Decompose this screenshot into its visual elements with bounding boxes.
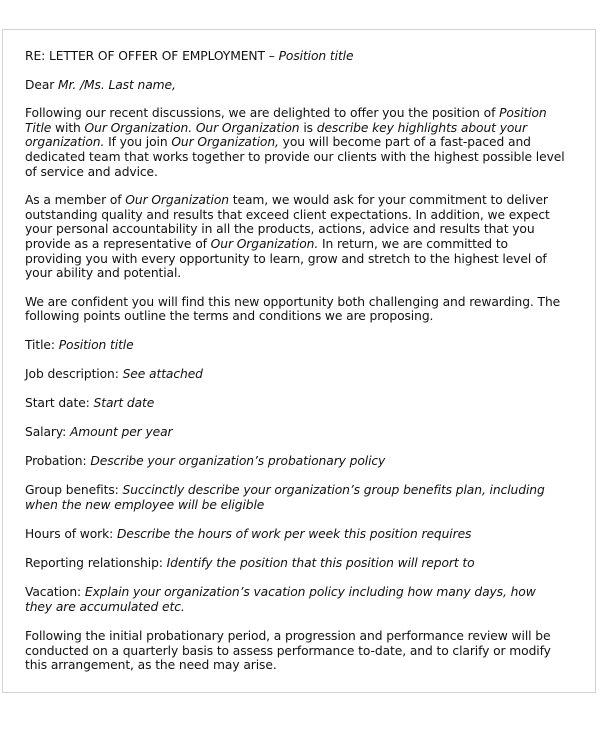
- term-reporting-relationship: [25, 556, 565, 571]
- term-label: Start date:: [25, 396, 94, 411]
- para1-italic-3: describe key highlights about your organization.: [25, 120, 527, 150]
- para1-text-2: with: [51, 120, 85, 135]
- term-title: [25, 338, 565, 353]
- para1-italic-2: Our Organization. Our Organization: [84, 120, 300, 135]
- salutation-dear: Dear: [25, 77, 59, 92]
- term-value: Start date: [93, 396, 155, 411]
- para1-text-4: If you join: [104, 135, 172, 150]
- document-page: [2, 29, 596, 693]
- para1-text-3: is: [299, 120, 317, 135]
- term-value: Identify the position that this position will report to: [166, 556, 475, 571]
- para2-text-1: As a member of: [25, 193, 126, 208]
- term-group-benefits: [25, 483, 565, 512]
- para2-italic-2: Our Organization.: [210, 236, 319, 251]
- term-label: Group benefits:: [25, 483, 123, 498]
- term-vacation: [25, 585, 565, 614]
- terms-intro-paragraph: We are confident you will find this new opportunity both challenging and rewarding. The following points outline the terms and conditions we are proposing.: [25, 294, 561, 324]
- subject-position: Position title: [278, 49, 354, 63]
- term-value: Amount per year: [69, 425, 173, 440]
- intro-paragraph: [25, 106, 565, 179]
- para2-text-2: team, we would ask for your commitment to deliver outstanding quality and results that exceed client expectations. In addition, we expect your personal accountability in all the products, actions, advice and results that you provide as a representative of: [25, 193, 550, 251]
- commitment-paragraph: [25, 193, 565, 281]
- para2-italic-1: Our Organization: [125, 193, 229, 208]
- term-label: Job description:: [25, 367, 123, 381]
- term-label: Vacation:: [25, 585, 85, 600]
- para1-text-1: Following our recent discussions, we are delighted to offer you the position of: [25, 106, 500, 121]
- term-value: Explain your organization’s vacation policy including how many days, how they are accumulated etc.: [25, 585, 536, 614]
- term-label: Title:: [25, 337, 59, 352]
- term-value: See attached: [122, 367, 203, 381]
- para2-text-3: In return, we are committed to providing you with every opportunity to learn, grow and stretch to the highest level of your ability and potential.: [25, 236, 547, 281]
- term-value: Describe the hours of work per week this position requires: [117, 527, 472, 542]
- salutation-name: Mr. /Ms. Last name,: [58, 77, 176, 92]
- term-label: Probation:: [25, 454, 91, 469]
- letter-subject: [25, 49, 565, 64]
- term-job-description: [25, 367, 565, 382]
- para1-italic-1: Position Title: [25, 106, 547, 135]
- term-value: Succinctly describe your organization’s group benefits plan, including when the new employee will be eligible: [25, 483, 545, 512]
- letter-salutation: [25, 78, 565, 93]
- term-probation: [25, 454, 565, 469]
- term-label: Hours of work:: [25, 527, 118, 542]
- para1-italic-4: Our Organization,: [171, 135, 279, 150]
- term-hours-of-work: [25, 527, 565, 542]
- subject-prefix: RE: LETTER OF OFFER OF EMPLOYMENT –: [25, 49, 279, 63]
- term-label: Salary:: [25, 425, 70, 440]
- letter-body: [25, 49, 565, 687]
- term-salary: [25, 425, 565, 440]
- term-label: Reporting relationship:: [25, 556, 167, 571]
- term-value: Position title: [58, 337, 134, 352]
- closing-paragraph: Following the initial probationary period, a progression and performance review will be conducted on a quarterly basis to assess performance to-date, and to clarify or modify this arrangement, as the need may arise.: [25, 628, 551, 673]
- para1-text-5: you will become part of a fast-paced and dedicated team that works together to provide our clients with the highest possible level of service and advice.: [25, 135, 565, 179]
- term-start-date: [25, 396, 565, 411]
- term-value: Describe your organization’s probationary policy: [90, 454, 386, 469]
